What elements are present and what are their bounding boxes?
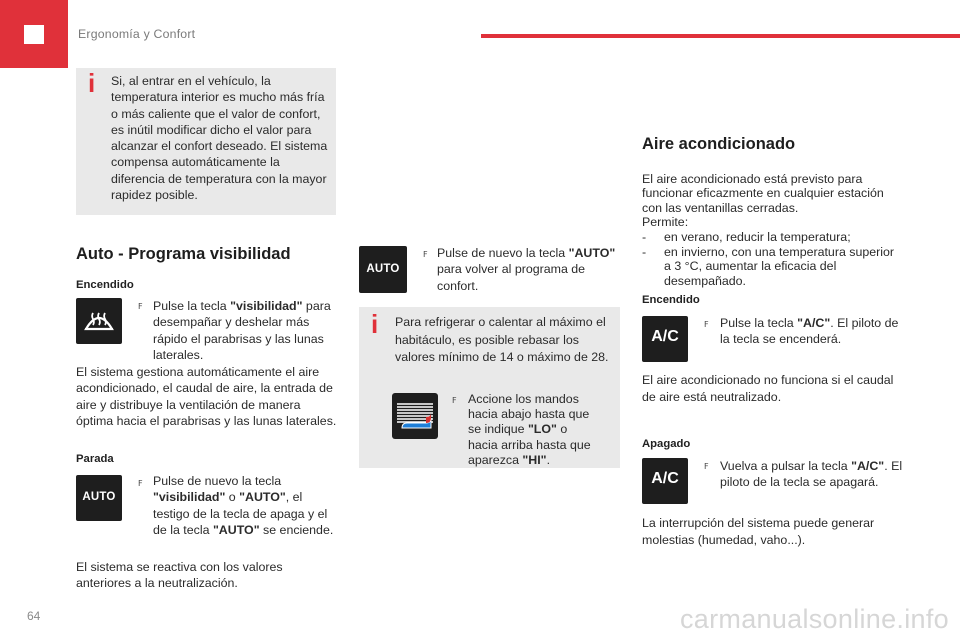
bullet-icon: F (138, 302, 143, 311)
ac-off-description: La interrupción del sistema puede generar molestias (humedad, vaho...). (642, 516, 875, 548)
visibilidad-step (153, 298, 338, 363)
list-dash: - (642, 230, 647, 244)
visibility-key (76, 298, 122, 344)
ac-key-off (642, 458, 688, 504)
step-key-name: "visibilidad" (230, 299, 303, 313)
list-item-text: en invierno, con una temperatura superior a 3 °C, aumentar la eficacia del desempañado. (664, 245, 895, 288)
auto-key (76, 475, 122, 521)
header-rule (481, 34, 960, 38)
step-key-name: "HI" (522, 452, 547, 467)
header-white-square (24, 25, 44, 44)
step-text: . (546, 452, 551, 467)
step-key-name: "AUTO" (212, 522, 260, 537)
auto-key-middle (359, 246, 407, 293)
bullet-icon: F (704, 462, 709, 471)
step-text: . El piloto de la tecla se apagará. (720, 459, 903, 490)
watermark[interactable]: carmanualsonline.info (680, 604, 949, 634)
encendido-title: Encendido (76, 279, 134, 291)
bullet-icon: F (704, 320, 709, 329)
windshield-defrost-icon (76, 298, 122, 344)
apagado-title: Apagado (642, 438, 691, 450)
step-text: . El piloto de la tecla se encenderá. (720, 316, 899, 347)
parada-step (153, 473, 338, 538)
step-key-name: "A/C" (851, 459, 885, 473)
bullet-icon: F (452, 396, 457, 405)
step-text: Vuelva a pulsar la tecla (720, 459, 852, 473)
step-text: Pulse de nuevo la tecla (153, 474, 282, 488)
permite-label: Permite: (642, 215, 689, 229)
page-number: 64 (27, 609, 41, 623)
step-text: para volver al programa de confort. (437, 262, 586, 293)
section-title-aire: Aire acondicionado (642, 135, 796, 153)
info-icon: i (371, 309, 379, 339)
bullet-icon: F (138, 479, 143, 488)
auto-key-label: AUTO (366, 263, 400, 275)
ac-on-description: El aire acondicionado no funciona si el caudal de aire está neutralizado. (642, 373, 894, 405)
max-note-text: Para refrigerar o calentar al máximo el habitáculo, es posible rebasar los valores mínimo de 14 o máximo de 28. (395, 315, 609, 364)
temperature-control (392, 393, 438, 439)
step-text: o hacia arriba hasta que aparezca (468, 422, 591, 467)
step-text: , el testigo de la tecla de apaga y el de la tecla (153, 490, 328, 537)
ac-off-step (720, 458, 905, 491)
list-item-text: en verano, reducir la temperatura; (664, 230, 851, 244)
step-text: Accione los mandos hacia abajo hasta que se indique (468, 392, 590, 437)
step-key-name: "LO" (527, 422, 557, 437)
info-note-text: Si, al entrar en el vehículo, la temperatura interior es mucho más fría o más caliente que el valor de confort, es inútil modificar dicho el valor para alcanzar el confort deseado. El sistema compensa automáticamente la diferencia de temperatura con la mayor rapidez posible. (111, 74, 328, 203)
ac-key-on (642, 316, 688, 362)
step-text: Pulse de nuevo la tecla (437, 246, 569, 260)
ac-on-step (720, 315, 900, 348)
list-dash: - (642, 245, 647, 259)
info-icon: i (88, 68, 96, 98)
ac-key-label: A/C (651, 328, 679, 345)
step-text: o (225, 490, 240, 505)
header-title: Ergonomía y Confort (78, 27, 196, 41)
step-text: Pulse la tecla (720, 316, 798, 330)
bullet-icon: F (423, 250, 428, 259)
lo-hi-step (468, 392, 598, 468)
step-text: Pulse la tecla (153, 299, 231, 313)
step-key-name: "A/C" (797, 316, 831, 330)
step-text: para desempañar y deshelar más rápido el parabrisas y las lunas laterales. (153, 299, 331, 362)
auto-step (437, 245, 617, 294)
step-key-name: "AUTO" (239, 490, 286, 505)
permite-item (642, 245, 897, 288)
parada-title: Parada (76, 453, 114, 465)
step-text: se enciende. (259, 522, 334, 537)
visibilidad-description: El sistema gestiona automáticamente el aire acondicionado, el caudal de aire, la entrada de aire y distribuye la ventilación de manera óptima hacia el parabrisas y las lunas laterales. (76, 365, 337, 428)
encendido-title-ac: Encendido (642, 294, 700, 306)
step-key-name: "AUTO" (568, 246, 616, 260)
parada-description: El sistema se reactiva con los valores anteriores a la neutralización. (76, 560, 283, 591)
ac-key-label: A/C (651, 470, 679, 487)
section-title-visibilidad: Auto - Programa visibilidad (76, 245, 291, 263)
aire-intro: El aire acondicionado está previsto para funcionar eficazmente en cualquier estación con las ventanillas cerradas. (642, 172, 884, 215)
auto-key-label: AUTO (82, 491, 116, 503)
permite-item (642, 230, 897, 244)
step-key-name: "visibilidad" (153, 490, 226, 505)
temperature-dial-icon (392, 393, 438, 439)
